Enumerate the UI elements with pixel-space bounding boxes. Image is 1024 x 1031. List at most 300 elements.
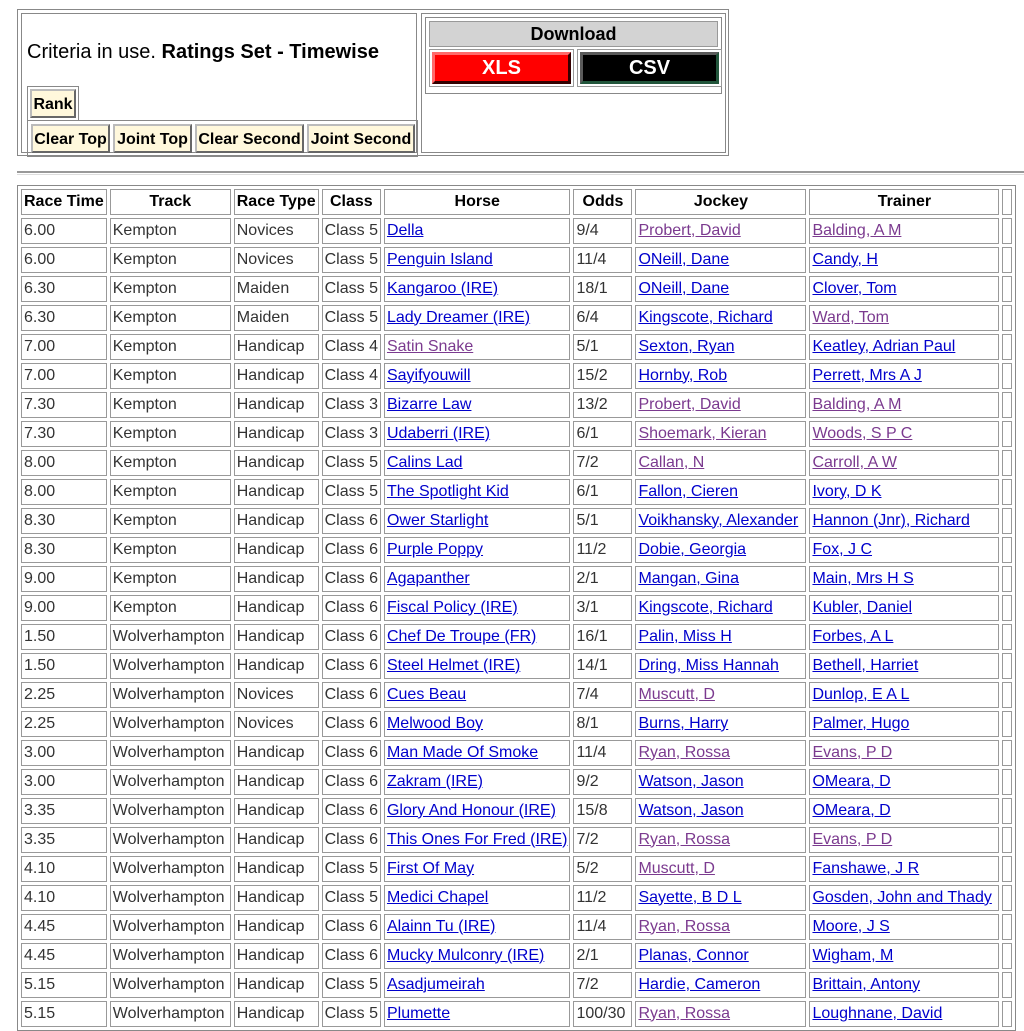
jockey-link[interactable]: Sayette, B D L [638, 888, 742, 906]
trainer-link[interactable]: Hannon (Jnr), Richard [812, 511, 970, 529]
horse-cell [384, 682, 570, 708]
jockey-cell [635, 914, 806, 940]
clear-second-button[interactable]: Clear Second [195, 124, 304, 153]
odds-cell: 7/2 [573, 972, 632, 998]
horse-link[interactable]: Mucky Mulconry (IRE) [386, 946, 545, 964]
race-time-cell: 4.45 [21, 914, 107, 940]
filter-button-group [27, 120, 418, 157]
trainer-link[interactable]: Kubler, Daniel [812, 598, 913, 616]
track-cell: Wolverhampton [110, 827, 231, 853]
jockey-link[interactable]: Muscutt, D [638, 685, 715, 703]
horse-link[interactable]: Man Made Of Smoke [386, 743, 539, 761]
horse-link[interactable]: Cues Beau [386, 685, 467, 703]
trainer-link[interactable]: Evans, P D [812, 830, 893, 848]
criteria-panel [21, 13, 417, 153]
overflow-cell [1002, 479, 1012, 505]
trainer-cell [809, 334, 999, 360]
table-row [21, 595, 1012, 621]
odds-cell: 14/1 [573, 653, 632, 679]
jockey-cell [635, 856, 806, 882]
horse-link[interactable]: Agapanther [386, 569, 470, 587]
table-row [21, 972, 1012, 998]
class-cell: Class 6 [322, 769, 381, 795]
horse-cell [384, 798, 570, 824]
race-time-cell: 7.00 [21, 334, 107, 360]
race-type-cell: Novices [234, 218, 319, 244]
trainer-cell [809, 682, 999, 708]
trainer-cell [809, 537, 999, 563]
horse-cell [384, 711, 570, 737]
horse-link[interactable]: Purple Poppy [386, 540, 484, 558]
jockey-link[interactable]: Kingscote, Richard [638, 598, 773, 616]
table-row [21, 566, 1012, 592]
horse-link[interactable]: The Spotlight Kid [386, 482, 509, 500]
odds-cell: 6/1 [573, 421, 632, 447]
horse-link[interactable]: This Ones For Fred (IRE) [386, 830, 568, 848]
track-cell: Wolverhampton [110, 885, 231, 911]
horse-link[interactable]: Bizarre Law [386, 395, 472, 413]
table-row [21, 769, 1012, 795]
header-odds[interactable]: Odds [573, 189, 632, 215]
jockey-cell [635, 943, 806, 969]
jockey-link[interactable]: Hornby, Rob [638, 366, 728, 384]
race-type-cell: Handicap [234, 334, 319, 360]
jockey-link[interactable]: Planas, Connor [638, 946, 749, 964]
table-row [21, 421, 1012, 447]
trainer-link[interactable]: Palmer, Hugo [812, 714, 910, 732]
jockey-link[interactable]: Dring, Miss Hannah [638, 656, 779, 674]
trainer-cell [809, 450, 999, 476]
race-time-cell: 4.10 [21, 885, 107, 911]
overflow-cell [1002, 247, 1012, 273]
jockey-cell [635, 363, 806, 389]
horse-cell [384, 566, 570, 592]
overflow-cell [1002, 334, 1012, 360]
class-cell: Class 5 [322, 247, 381, 273]
horse-cell [384, 334, 570, 360]
horse-link[interactable]: Chef De Troupe (FR) [386, 627, 537, 645]
track-cell: Kempton [110, 247, 231, 273]
jockey-link[interactable]: Watson, Jason [638, 772, 744, 790]
trainer-link[interactable]: Fox, J C [812, 540, 873, 558]
header-race-time[interactable]: Race Time [21, 189, 107, 215]
race-type-cell: Handicap [234, 943, 319, 969]
csv-download-button[interactable]: CSV [580, 52, 719, 84]
table-row [21, 682, 1012, 708]
header-class[interactable]: Class [322, 189, 381, 215]
race-type-cell: Handicap [234, 827, 319, 853]
table-row [21, 450, 1012, 476]
horse-link[interactable]: First Of May [386, 859, 475, 877]
track-cell: Wolverhampton [110, 798, 231, 824]
odds-cell: 15/2 [573, 363, 632, 389]
class-cell: Class 5 [322, 450, 381, 476]
odds-cell: 100/30 [573, 1001, 632, 1027]
race-type-cell: Maiden [234, 305, 319, 331]
overflow-cell [1002, 508, 1012, 534]
class-cell: Class 6 [322, 566, 381, 592]
horse-cell [384, 740, 570, 766]
jockey-link[interactable]: Muscutt, D [638, 859, 715, 877]
odds-cell: 7/4 [573, 682, 632, 708]
horse-cell [384, 508, 570, 534]
header-jockey[interactable]: Jockey [635, 189, 806, 215]
trainer-cell [809, 914, 999, 940]
trainer-cell [809, 740, 999, 766]
trainer-cell [809, 566, 999, 592]
overflow-cell [1002, 421, 1012, 447]
header-overflow [1002, 189, 1012, 215]
class-cell: Class 5 [322, 885, 381, 911]
trainer-link[interactable]: Moore, J S [812, 917, 890, 935]
jockey-cell [635, 218, 806, 244]
horse-link[interactable]: Glory And Honour (IRE) [386, 801, 556, 819]
trainer-cell [809, 711, 999, 737]
trainer-cell [809, 363, 999, 389]
race-time-cell: 1.50 [21, 624, 107, 650]
table-row [21, 653, 1012, 679]
horse-link[interactable]: Della [386, 221, 424, 239]
overflow-cell [1002, 711, 1012, 737]
race-time-cell: 3.35 [21, 827, 107, 853]
trainer-link[interactable]: Ivory, D K [812, 482, 882, 500]
horse-link[interactable]: Calins Lad [386, 453, 463, 471]
trainer-link[interactable]: Forbes, A L [812, 627, 894, 645]
rank-button[interactable]: Rank [30, 89, 76, 118]
table-row [21, 798, 1012, 824]
class-cell: Class 6 [322, 740, 381, 766]
track-cell: Kempton [110, 479, 231, 505]
race-type-cell: Handicap [234, 885, 319, 911]
horse-link[interactable]: Satin Snake [386, 337, 474, 355]
overflow-cell [1002, 305, 1012, 331]
jockey-link[interactable]: Dobie, Georgia [638, 540, 747, 558]
table-row [21, 885, 1012, 911]
trainer-link[interactable]: OMeara, D [812, 772, 891, 790]
jockey-link[interactable]: Burns, Harry [638, 714, 729, 732]
overflow-cell [1002, 914, 1012, 940]
clear-top-button[interactable]: Clear Top [31, 124, 110, 153]
trainer-cell [809, 943, 999, 969]
horse-cell [384, 450, 570, 476]
header-race-type[interactable]: Race Type [234, 189, 319, 215]
horse-link[interactable]: Alainn Tu (IRE) [386, 917, 496, 935]
horizontal-divider [17, 171, 1024, 175]
jockey-cell [635, 247, 806, 273]
overflow-cell [1002, 537, 1012, 563]
horse-link[interactable]: Sayifyouwill [386, 366, 471, 384]
jockey-link[interactable]: Palin, Miss H [638, 627, 732, 645]
trainer-cell [809, 653, 999, 679]
jockey-link[interactable]: Fallon, Cieren [638, 482, 739, 500]
table-row [21, 363, 1012, 389]
odds-cell: 2/1 [573, 943, 632, 969]
horse-cell [384, 943, 570, 969]
track-cell: Wolverhampton [110, 653, 231, 679]
jockey-cell [635, 624, 806, 650]
header-horse[interactable]: Horse [384, 189, 570, 215]
trainer-link[interactable]: Balding, A M [812, 395, 902, 413]
trainer-cell [809, 769, 999, 795]
jockey-link[interactable]: Callan, N [638, 453, 705, 471]
horse-cell [384, 856, 570, 882]
table-row [21, 305, 1012, 331]
trainer-link[interactable]: Main, Mrs H S [812, 569, 914, 587]
track-cell: Kempton [110, 218, 231, 244]
race-time-cell: 7.30 [21, 421, 107, 447]
trainer-link[interactable]: Clover, Tom [812, 279, 897, 297]
horse-link[interactable]: Kangaroo (IRE) [386, 279, 499, 297]
class-cell: Class 6 [322, 711, 381, 737]
race-type-cell: Handicap [234, 1001, 319, 1027]
trainer-cell [809, 305, 999, 331]
race-time-cell: 4.45 [21, 943, 107, 969]
xls-button-frame [429, 49, 574, 87]
joint-top-button[interactable]: Joint Top [113, 124, 192, 153]
class-cell: Class 6 [322, 653, 381, 679]
overflow-cell [1002, 392, 1012, 418]
track-cell: Kempton [110, 305, 231, 331]
class-cell: Class 6 [322, 943, 381, 969]
trainer-cell [809, 972, 999, 998]
jockey-link[interactable]: Watson, Jason [638, 801, 744, 819]
race-type-cell: Handicap [234, 798, 319, 824]
race-type-cell: Novices [234, 711, 319, 737]
jockey-cell [635, 479, 806, 505]
overflow-cell [1002, 798, 1012, 824]
overflow-cell [1002, 624, 1012, 650]
horse-link[interactable]: Fiscal Policy (IRE) [386, 598, 518, 616]
horse-cell [384, 537, 570, 563]
track-cell: Kempton [110, 595, 231, 621]
joint-second-button[interactable]: Joint Second [307, 124, 415, 153]
overflow-cell [1002, 653, 1012, 679]
jockey-link[interactable]: ONeill, Dane [638, 279, 730, 297]
race-time-cell: 8.00 [21, 479, 107, 505]
horse-cell [384, 276, 570, 302]
jockey-cell [635, 566, 806, 592]
overflow-cell [1002, 885, 1012, 911]
race-type-cell: Handicap [234, 914, 319, 940]
trainer-cell [809, 798, 999, 824]
trainer-link[interactable]: Brittain, Antony [812, 975, 921, 993]
trainer-link[interactable]: Keatley, Adrian Paul [812, 337, 956, 355]
horse-link[interactable]: Ower Starlight [386, 511, 489, 529]
trainer-link[interactable]: Bethell, Harriet [812, 656, 919, 674]
track-cell: Kempton [110, 450, 231, 476]
class-cell: Class 6 [322, 914, 381, 940]
jockey-link[interactable]: Kingscote, Richard [638, 308, 773, 326]
track-cell: Wolverhampton [110, 1001, 231, 1027]
odds-cell: 18/1 [573, 276, 632, 302]
trainer-link[interactable]: Wigham, M [812, 946, 894, 964]
trainer-cell [809, 392, 999, 418]
jockey-link[interactable]: Probert, David [638, 395, 741, 413]
jockey-link[interactable]: Shoemark, Kieran [638, 424, 767, 442]
header-trainer[interactable]: Trainer [809, 189, 999, 215]
horse-link[interactable]: Medici Chapel [386, 888, 489, 906]
jockey-cell [635, 421, 806, 447]
jockey-cell [635, 798, 806, 824]
table-row [21, 334, 1012, 360]
table-row [21, 856, 1012, 882]
jockey-cell [635, 740, 806, 766]
overflow-cell [1002, 740, 1012, 766]
race-time-cell: 5.15 [21, 972, 107, 998]
trainer-link[interactable]: Balding, A M [812, 221, 902, 239]
race-type-cell: Handicap [234, 537, 319, 563]
horse-cell [384, 479, 570, 505]
race-rows [21, 218, 1012, 1027]
track-cell: Kempton [110, 363, 231, 389]
class-cell: Class 6 [322, 827, 381, 853]
odds-cell: 11/4 [573, 247, 632, 273]
jockey-link[interactable]: Ryan, Rossa [638, 917, 731, 935]
class-cell: Class 5 [322, 972, 381, 998]
table-row [21, 218, 1012, 244]
race-time-cell: 6.30 [21, 305, 107, 331]
table-row [21, 740, 1012, 766]
race-time-cell: 7.00 [21, 363, 107, 389]
trainer-link[interactable]: Evans, P D [812, 743, 893, 761]
overflow-cell [1002, 943, 1012, 969]
race-time-cell: 4.10 [21, 856, 107, 882]
download-header: Download [429, 21, 718, 47]
overflow-cell [1002, 276, 1012, 302]
criteria-name: Ratings Set - Timewise [161, 41, 379, 63]
class-cell: Class 6 [322, 624, 381, 650]
jockey-link[interactable]: Probert, David [638, 221, 741, 239]
trainer-cell [809, 508, 999, 534]
table-row [21, 624, 1012, 650]
header-track[interactable]: Track [110, 189, 231, 215]
class-cell: Class 6 [322, 508, 381, 534]
trainer-cell [809, 624, 999, 650]
trainer-cell [809, 247, 999, 273]
table-header-row [21, 189, 1012, 215]
trainer-link[interactable]: Perrett, Mrs A J [812, 366, 922, 384]
horse-link[interactable]: Steel Helmet (IRE) [386, 656, 521, 674]
race-type-cell: Handicap [234, 769, 319, 795]
class-cell: Class 6 [322, 798, 381, 824]
jockey-link[interactable]: Ryan, Rossa [638, 1004, 731, 1022]
jockey-link[interactable]: Ryan, Rossa [638, 830, 731, 848]
table-row [21, 711, 1012, 737]
horse-cell [384, 392, 570, 418]
race-time-cell: 2.25 [21, 711, 107, 737]
trainer-cell [809, 885, 999, 911]
jockey-link[interactable]: Mangan, Gina [638, 569, 739, 587]
trainer-link[interactable]: Woods, S P C [812, 424, 913, 442]
horse-cell [384, 653, 570, 679]
track-cell: Wolverhampton [110, 856, 231, 882]
odds-cell: 9/4 [573, 218, 632, 244]
horse-link[interactable]: Penguin Island [386, 250, 493, 268]
horse-cell [384, 363, 570, 389]
class-cell: Class 5 [322, 276, 381, 302]
track-cell: Wolverhampton [110, 943, 231, 969]
class-cell: Class 5 [322, 218, 381, 244]
race-time-cell: 3.00 [21, 769, 107, 795]
race-time-cell: 3.00 [21, 740, 107, 766]
download-inner [425, 17, 722, 94]
jockey-cell [635, 682, 806, 708]
track-cell: Wolverhampton [110, 972, 231, 998]
horse-link[interactable]: Udaberri (IRE) [386, 424, 491, 442]
overflow-cell [1002, 566, 1012, 592]
trainer-link[interactable]: Ward, Tom [812, 308, 889, 326]
jockey-link[interactable]: Ryan, Rossa [638, 743, 731, 761]
race-type-cell: Handicap [234, 856, 319, 882]
trainer-link[interactable]: OMeara, D [812, 801, 891, 819]
race-time-cell: 6.00 [21, 218, 107, 244]
class-cell: Class 3 [322, 392, 381, 418]
trainer-link[interactable]: Carroll, A W [812, 453, 897, 471]
odds-cell: 16/1 [573, 624, 632, 650]
horse-cell [384, 305, 570, 331]
race-time-cell: 6.00 [21, 247, 107, 273]
horse-cell [384, 769, 570, 795]
horse-link[interactable]: Lady Dreamer (IRE) [386, 308, 531, 326]
class-cell: Class 5 [322, 856, 381, 882]
jockey-cell [635, 827, 806, 853]
trainer-link[interactable]: Dunlop, E A L [812, 685, 910, 703]
horse-link[interactable]: Zakram (IRE) [386, 772, 483, 790]
jockey-cell [635, 450, 806, 476]
trainer-link[interactable]: Fanshawe, J R [812, 859, 920, 877]
table-row [21, 508, 1012, 534]
race-type-cell: Handicap [234, 363, 319, 389]
class-cell: Class 6 [322, 682, 381, 708]
race-type-cell: Maiden [234, 276, 319, 302]
jockey-cell [635, 769, 806, 795]
horse-cell [384, 914, 570, 940]
trainer-link[interactable]: Candy, H [812, 250, 878, 268]
table-row [21, 537, 1012, 563]
jockey-link[interactable]: Voikhansky, Alexander [638, 511, 799, 529]
xls-download-button[interactable]: XLS [432, 52, 571, 84]
horse-link[interactable]: Asadjumeirah [386, 975, 485, 993]
jockey-link[interactable]: ONeill, Dane [638, 250, 730, 268]
top-panel [17, 9, 729, 156]
class-cell: Class 5 [322, 1001, 381, 1027]
odds-cell: 5/1 [573, 508, 632, 534]
horse-link[interactable]: Plumette [386, 1004, 451, 1022]
jockey-link[interactable]: Hardie, Cameron [638, 975, 761, 993]
trainer-link[interactable]: Loughnane, David [812, 1004, 943, 1022]
race-type-cell: Handicap [234, 740, 319, 766]
horse-cell [384, 218, 570, 244]
trainer-cell [809, 595, 999, 621]
overflow-cell [1002, 450, 1012, 476]
jockey-cell [635, 885, 806, 911]
table-row [21, 247, 1012, 273]
horse-cell [384, 247, 570, 273]
race-type-cell: Handicap [234, 972, 319, 998]
jockey-link[interactable]: Sexton, Ryan [638, 337, 735, 355]
trainer-link[interactable]: Gosden, John and Thady [812, 888, 992, 906]
race-time-cell: 5.15 [21, 1001, 107, 1027]
race-time-cell: 8.00 [21, 450, 107, 476]
track-cell: Wolverhampton [110, 914, 231, 940]
jockey-cell [635, 537, 806, 563]
race-time-cell: 2.25 [21, 682, 107, 708]
odds-cell: 5/1 [573, 334, 632, 360]
odds-cell: 9/2 [573, 769, 632, 795]
track-cell: Wolverhampton [110, 740, 231, 766]
table-row [21, 276, 1012, 302]
horse-link[interactable]: Melwood Boy [386, 714, 484, 732]
